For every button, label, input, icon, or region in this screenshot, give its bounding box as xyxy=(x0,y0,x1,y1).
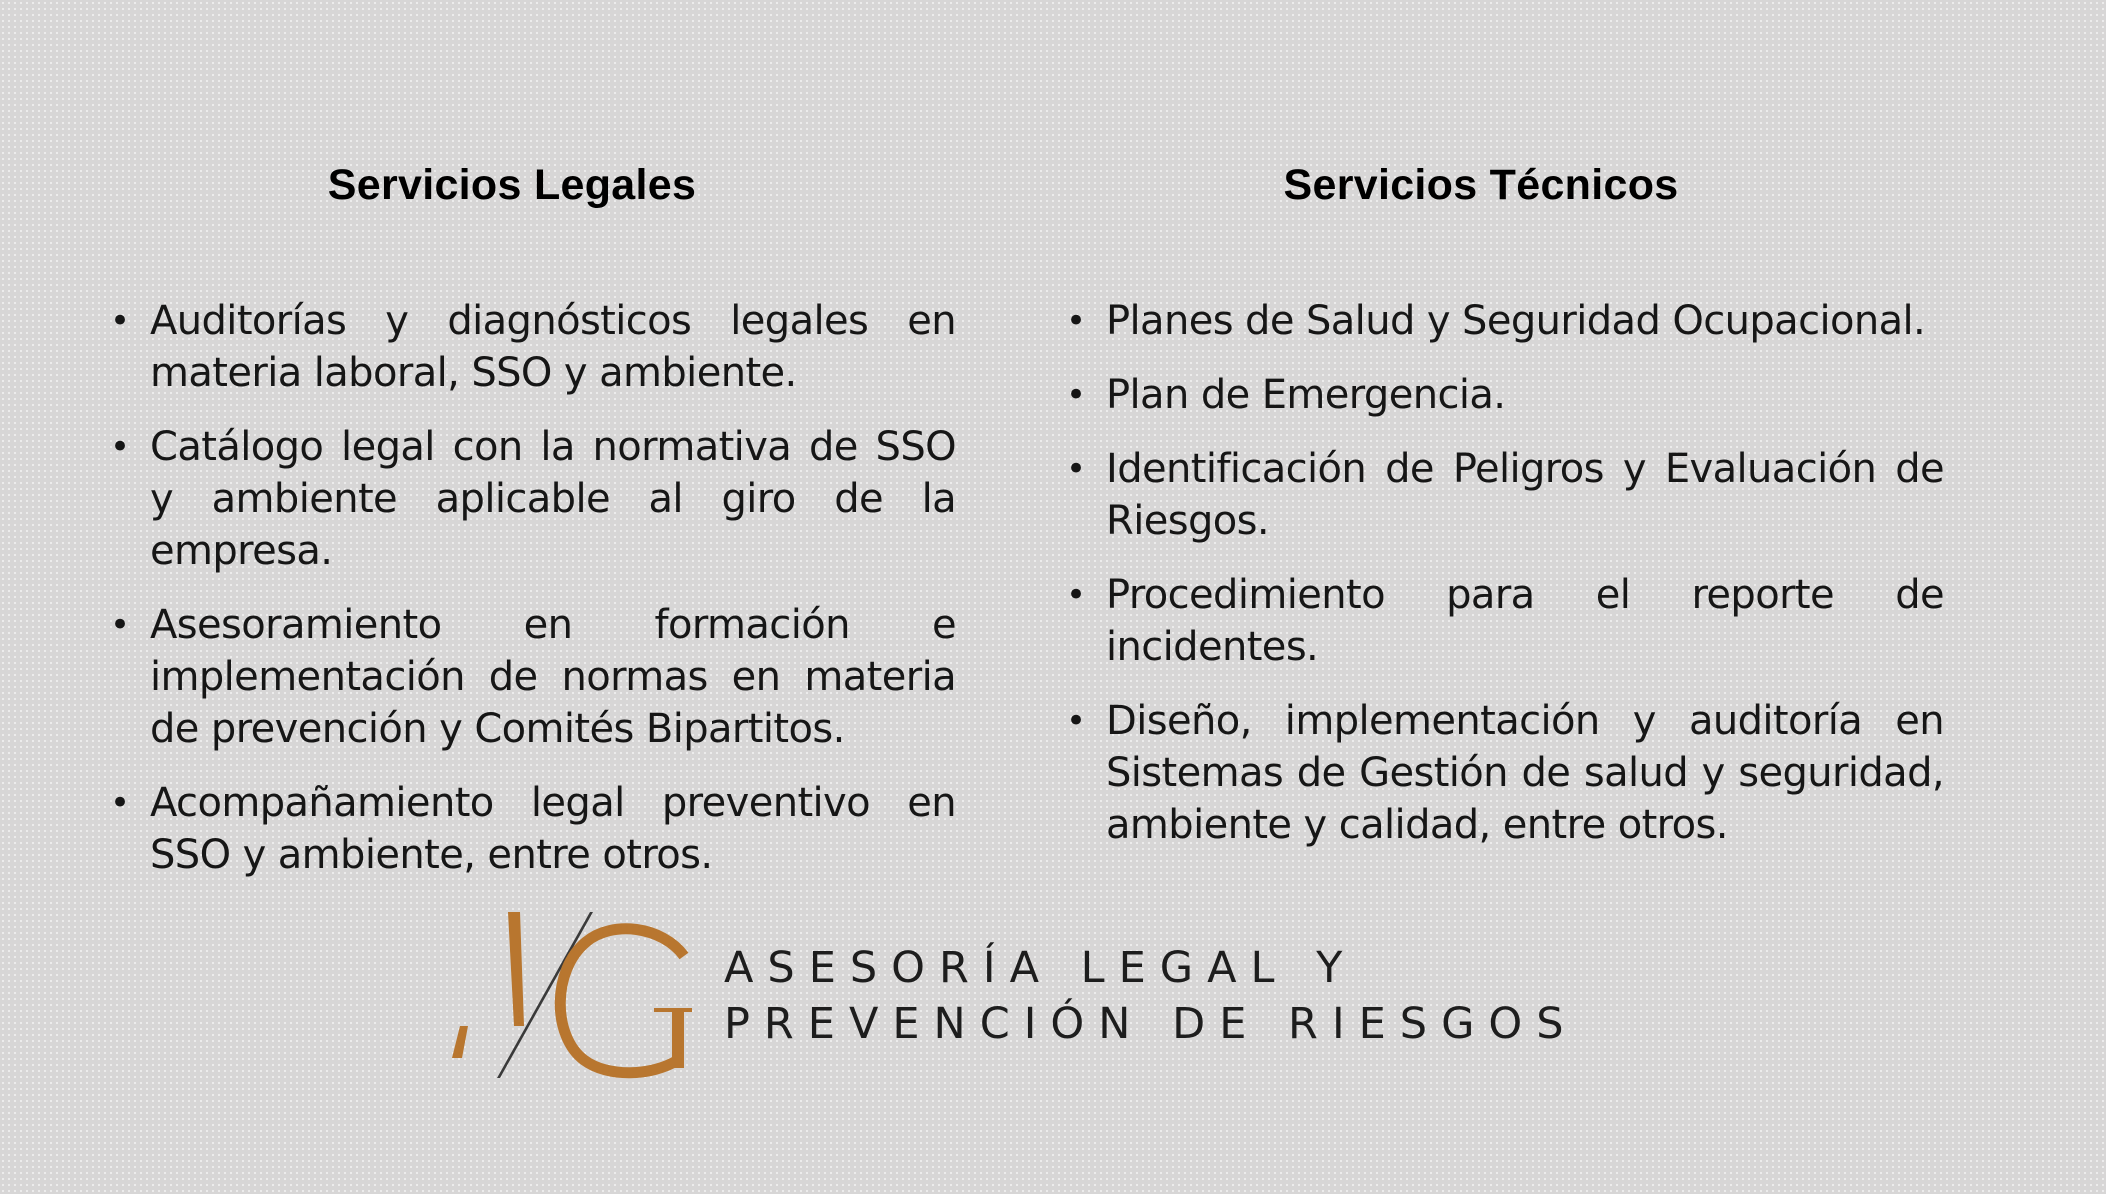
list-item xyxy=(106,599,956,755)
bullet-icon: • xyxy=(1066,301,1086,341)
list-item-text: Catálogo legal con la normativa de SSO y ambiente aplicable al giro de la empresa. xyxy=(150,424,956,574)
list-item-text: Asesoramiento en formación e implementación de normas en materia de prevención y Comités Bipartitos. xyxy=(150,602,956,752)
bullet-icon: • xyxy=(110,783,130,823)
legal-services-title: Servicios Legales xyxy=(327,161,697,209)
list-item-text: Identificación de Peligros y Evaluación de Riesgos. xyxy=(1106,446,1944,544)
legal-services-list xyxy=(106,295,956,903)
list-item-text: Procedimiento para el reporte de incidentes. xyxy=(1106,572,1944,670)
list-item xyxy=(1062,295,1944,347)
list-item-text: Planes de Salud y Seguridad Ocupacional. xyxy=(1106,298,1926,344)
bullet-icon: • xyxy=(110,427,130,467)
list-item xyxy=(1062,443,1944,547)
list-item xyxy=(1062,569,1944,673)
brand-block xyxy=(448,908,1588,1088)
bullet-icon: • xyxy=(1066,575,1086,615)
list-item-text: Auditorías y diagnósticos legales en materia laboral, SSO y ambiente. xyxy=(150,298,956,396)
list-item xyxy=(1062,695,1944,851)
list-item xyxy=(106,295,956,399)
technical-services-list xyxy=(1062,295,1944,873)
brand-name xyxy=(724,940,1578,1052)
list-item xyxy=(1062,369,1944,421)
brand-line-1: ASESORÍA LEGAL Y xyxy=(724,943,1357,993)
list-item xyxy=(106,421,956,577)
list-item xyxy=(106,777,956,881)
list-item-text: Acompañamiento legal preventivo en SSO y ambiente, entre otros. xyxy=(150,780,956,878)
list-item-text: Diseño, implementación y auditoría en Sistemas de Gestión de salud y seguridad, ambiente y calidad, entre otros. xyxy=(1106,698,1944,848)
list-item-text: Plan de Emergencia. xyxy=(1106,372,1506,418)
bullet-icon: • xyxy=(1066,375,1086,415)
technical-services-title: Servicios Técnicos xyxy=(1283,161,1679,209)
legal-services-column xyxy=(106,150,956,878)
brand-line-2: PREVENCIÓN DE RIESGOS xyxy=(724,999,1578,1049)
ag-monogram-logo-icon xyxy=(448,908,698,1086)
bullet-icon: • xyxy=(110,301,130,341)
bullet-icon: • xyxy=(110,605,130,645)
technical-services-column xyxy=(1062,150,1944,850)
bullet-icon: • xyxy=(1066,449,1086,489)
bullet-icon: • xyxy=(1066,701,1086,741)
